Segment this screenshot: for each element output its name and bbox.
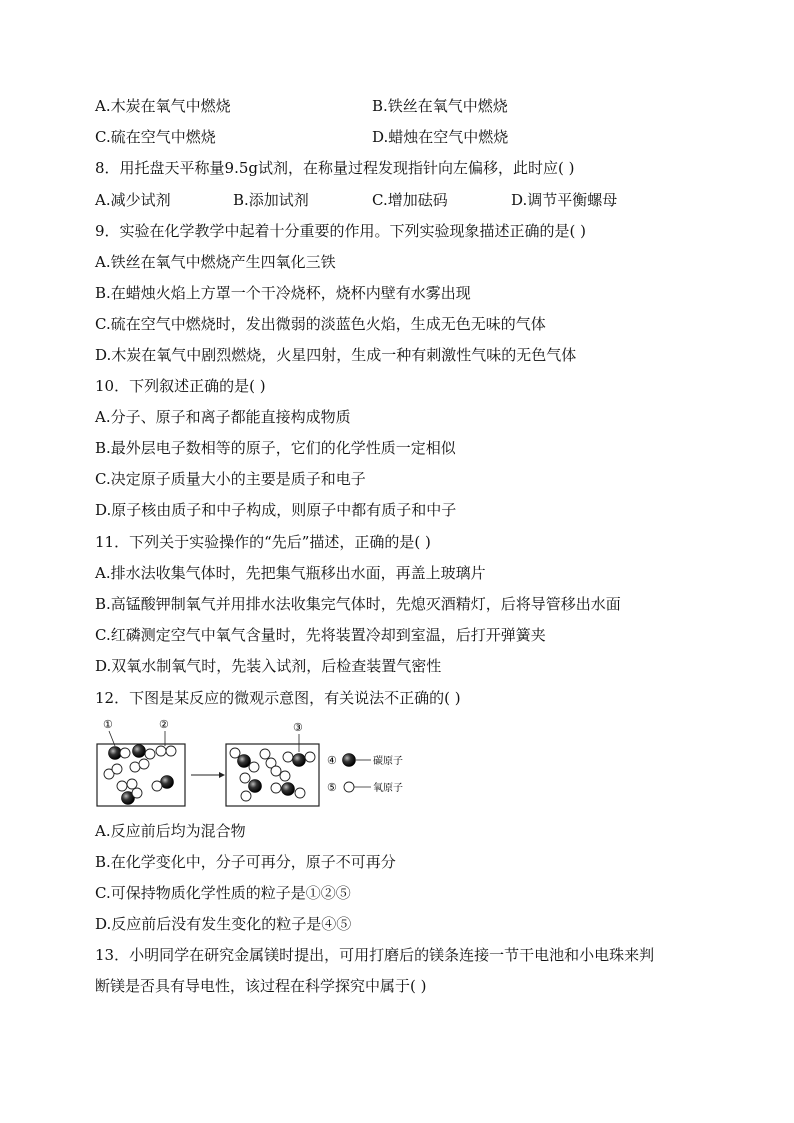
q11-stem: 11．下列关于实验操作的“先后”描述，正确的是( ) (95, 533, 431, 551)
q10-option-c: C.决定原子质量大小的主要是质子和电子 (95, 470, 366, 488)
legend-carbon-label: 碳原子 (373, 756, 403, 767)
label-5: ⑤ (327, 781, 337, 794)
reaction-micro-diagram (95, 716, 435, 812)
legend-oxygen-label: 氧原子 (373, 783, 403, 794)
q7-option-b: B.铁丝在氧气中燃烧 (372, 97, 508, 115)
q10-option-a: A.分子、原子和离子都能直接构成物质 (95, 408, 351, 426)
q11-option-a: A.排水法收集气体时，先把集气瓶移出水面，再盖上玻璃片 (95, 564, 486, 582)
q8-option-c: C.增加砝码 (372, 191, 448, 209)
q9-stem: 9．实验在化学教学中起着十分重要的作用。下列实验现象描述正确的是( ) (95, 222, 587, 240)
q12-option-b: B.在化学变化中，分子可再分，原子不可再分 (95, 853, 396, 871)
q11-option-b: B.高锰酸钾制氧气并用排水法收集完气体时，先熄灭酒精灯，后将导管移出水面 (95, 595, 621, 613)
q11-option-d: D.双氧水制氧气时，先装入试剂，后检查装置气密性 (95, 657, 442, 675)
q10-option-b: B.最外层电子数相等的原子，它们的化学性质一定相似 (95, 439, 456, 457)
diagram-legend (327, 754, 403, 795)
q8-option-a: A.减少试剂 (95, 191, 171, 209)
q9-option-d: D.木炭在氧气中剧烈燃烧，火星四射，生成一种有刺激性气味的无色气体 (95, 346, 577, 364)
oxygen-atom-legend-icon (344, 782, 354, 792)
q13-stem-line2: 断镁是否具有导电性，该过程在科学探究中属于( ) (95, 977, 427, 995)
q9-option-a: A.铁丝在氧气中燃烧产生四氧化三铁 (95, 253, 336, 271)
q12-stem: 12．下图是某反应的微观示意图，有关说法不正确的( ) (95, 689, 461, 707)
q9-option-b: B.在蜡烛火焰上方罩一个干冷烧杯，烧杯内壁有水雾出现 (95, 284, 471, 302)
q7-option-a: A.木炭在氧气中燃烧 (95, 97, 231, 115)
label-4: ④ (327, 754, 337, 767)
q12-option-a: A.反应前后均为混合物 (95, 822, 246, 840)
q9-option-c: C.硫在空气中燃烧时，发出微弱的淡蓝色火焰，生成无色无味的气体 (95, 315, 546, 333)
q10-stem: 10．下列叙述正确的是( ) (95, 377, 266, 395)
q8-option-b: B.添加试剂 (233, 191, 309, 209)
carbon-atom-legend-icon (343, 754, 356, 767)
label-1: ① (103, 718, 113, 731)
q8-stem: 8．用托盘天平称量9.5g试剂，在称量过程发现指针向左偏移，此时应( ) (95, 159, 575, 177)
arrow-head (219, 772, 225, 778)
q7-option-d: D.蜡烛在空气中燃烧 (372, 128, 509, 146)
q11-option-c: C.红磷测定空气中氧气含量时，先将装置冷却到室温，后打开弹簧夹 (95, 626, 546, 644)
q10-option-d: D.原子核由质子和中子构成，则原子中都有质子和中子 (95, 501, 457, 519)
q8-option-d: D.调节平衡螺母 (511, 191, 618, 209)
q12-option-d: D.反应前后没有发生变化的粒子是④⑤ (95, 915, 352, 933)
label-2: ② (159, 718, 169, 731)
q7-option-c: C.硫在空气中燃烧 (95, 128, 216, 146)
q12-option-c: C.可保持物质化学性质的粒子是①②⑤ (95, 884, 351, 902)
label-3: ③ (293, 721, 303, 734)
q13-stem-line1: 13．小明同学在研究金属镁时提出，可用打磨后的镁条连接一节干电池和小电珠来判 (95, 946, 655, 964)
